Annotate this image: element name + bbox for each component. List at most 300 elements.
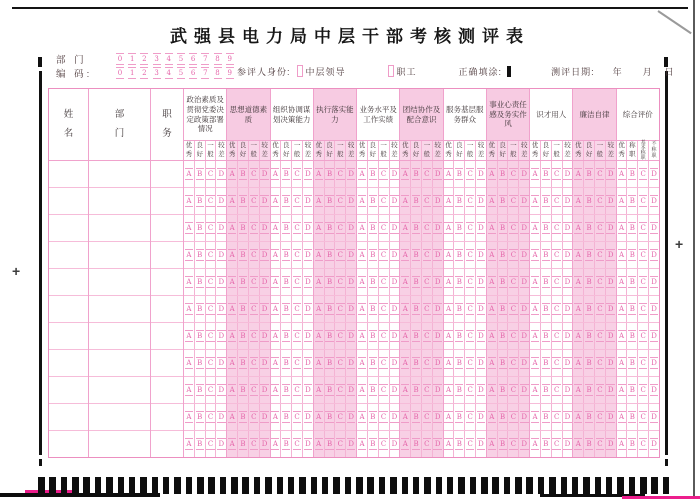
option-bubble-c[interactable]: C: [467, 170, 473, 178]
option-bubble-c[interactable]: C: [510, 197, 517, 205]
option-bubble-a[interactable]: A: [359, 305, 365, 313]
option-bubble-c[interactable]: C: [510, 332, 517, 340]
option-bubble-a[interactable]: A: [532, 170, 538, 178]
option-bubble-b[interactable]: B: [500, 224, 506, 232]
option-bubble-b[interactable]: B: [370, 440, 376, 448]
option-bubble-d[interactable]: D: [434, 224, 441, 232]
option-bubble-c[interactable]: C: [467, 386, 473, 394]
option-bubble-d[interactable]: D: [305, 440, 311, 448]
option-bubble-b[interactable]: B: [543, 251, 549, 259]
option-bubble-d[interactable]: D: [218, 197, 225, 205]
option-bubble-b[interactable]: B: [456, 305, 462, 313]
option-bubble-b[interactable]: B: [370, 224, 376, 232]
option-bubble-b[interactable]: B: [197, 170, 203, 178]
option-bubble-d[interactable]: D: [478, 359, 484, 367]
option-bubble-a[interactable]: A: [532, 251, 538, 259]
option-bubble-a[interactable]: A: [532, 332, 538, 340]
option-bubble-b[interactable]: B: [543, 170, 549, 178]
option-bubble-c[interactable]: C: [294, 224, 300, 232]
option-bubble-c[interactable]: C: [597, 305, 603, 313]
option-bubble-a[interactable]: A: [532, 224, 538, 232]
option-bubble-d[interactable]: D: [348, 440, 354, 448]
option-bubble-c[interactable]: C: [294, 386, 300, 394]
option-bubble-b[interactable]: B: [197, 386, 203, 394]
write-in-cell[interactable]: [151, 161, 183, 188]
option-bubble-b[interactable]: B: [283, 224, 289, 232]
option-bubble-c[interactable]: C: [251, 305, 257, 313]
option-bubble-c[interactable]: C: [597, 332, 603, 340]
option-bubble-d[interactable]: D: [261, 359, 268, 367]
option-bubble-a[interactable]: A: [445, 251, 452, 259]
option-bubble-a[interactable]: A: [575, 197, 581, 205]
option-bubble-d[interactable]: D: [348, 278, 354, 286]
option-bubble-a[interactable]: A: [489, 224, 495, 232]
option-bubble-a[interactable]: A: [402, 440, 408, 448]
option-bubble-d[interactable]: D: [651, 170, 657, 178]
option-bubble-c[interactable]: C: [640, 305, 646, 313]
option-bubble-c[interactable]: C: [294, 305, 300, 313]
option-bubble-c[interactable]: C: [553, 251, 560, 259]
option-bubble-d[interactable]: D: [391, 386, 398, 394]
option-bubble-c[interactable]: C: [207, 278, 214, 286]
option-bubble-a[interactable]: A: [272, 197, 278, 205]
option-bubble-d[interactable]: D: [218, 251, 225, 259]
option-bubble-a[interactable]: A: [359, 332, 365, 340]
write-in-cell[interactable]: [49, 215, 88, 242]
option-bubble-a[interactable]: A: [186, 251, 192, 259]
option-bubble-d[interactable]: D: [434, 278, 441, 286]
option-bubble-a[interactable]: A: [316, 251, 322, 259]
option-bubble-c[interactable]: C: [251, 170, 257, 178]
option-bubble-c[interactable]: C: [380, 278, 387, 286]
option-bubble-d[interactable]: D: [348, 170, 354, 178]
identity-checkbox-staff[interactable]: [388, 65, 394, 77]
digit-bubble-3[interactable]: 3: [154, 54, 159, 63]
option-bubble-c[interactable]: C: [467, 359, 473, 367]
option-bubble-a[interactable]: A: [532, 278, 538, 286]
option-bubble-c[interactable]: C: [424, 224, 430, 232]
digit-bubble-5[interactable]: 5: [178, 54, 184, 63]
option-bubble-c[interactable]: C: [294, 170, 300, 178]
option-bubble-d[interactable]: D: [218, 170, 225, 178]
option-bubble-d[interactable]: D: [607, 224, 614, 232]
option-bubble-c[interactable]: C: [424, 170, 430, 178]
option-bubble-b[interactable]: B: [326, 386, 333, 394]
option-bubble-a[interactable]: A: [186, 440, 192, 448]
option-bubble-c[interactable]: C: [510, 386, 517, 394]
option-bubble-b[interactable]: B: [456, 413, 462, 421]
option-bubble-a[interactable]: A: [402, 224, 408, 232]
option-bubble-b[interactable]: B: [500, 170, 506, 178]
option-bubble-b[interactable]: B: [413, 413, 419, 421]
option-bubble-d[interactable]: D: [564, 386, 571, 394]
option-bubble-c[interactable]: C: [424, 305, 430, 313]
option-bubble-d[interactable]: D: [218, 386, 225, 394]
option-bubble-b[interactable]: B: [629, 251, 635, 259]
option-bubble-d[interactable]: D: [305, 170, 311, 178]
option-bubble-a[interactable]: A: [532, 197, 538, 205]
identity-checkbox-leader[interactable]: [297, 65, 303, 77]
option-bubble-c[interactable]: C: [553, 278, 560, 286]
option-bubble-c[interactable]: C: [597, 413, 603, 421]
option-bubble-c[interactable]: C: [294, 359, 300, 367]
option-bubble-d[interactable]: D: [261, 440, 268, 448]
option-bubble-d[interactable]: D: [607, 386, 614, 394]
option-bubble-c[interactable]: C: [424, 278, 430, 286]
option-bubble-d[interactable]: D: [564, 197, 571, 205]
option-bubble-c[interactable]: C: [251, 332, 257, 340]
option-bubble-d[interactable]: D: [391, 278, 398, 286]
option-bubble-b[interactable]: B: [283, 386, 289, 394]
option-bubble-a[interactable]: A: [316, 197, 322, 205]
option-bubble-b[interactable]: B: [456, 224, 462, 232]
option-bubble-c[interactable]: C: [337, 413, 343, 421]
option-bubble-d[interactable]: D: [564, 170, 571, 178]
option-bubble-d[interactable]: D: [434, 413, 441, 421]
option-bubble-a[interactable]: A: [489, 251, 495, 259]
write-in-cell[interactable]: [151, 269, 183, 296]
option-bubble-b[interactable]: B: [197, 413, 203, 421]
option-bubble-b[interactable]: B: [197, 305, 203, 313]
option-bubble-c[interactable]: C: [337, 332, 343, 340]
option-bubble-d[interactable]: D: [564, 440, 571, 448]
option-bubble-a[interactable]: A: [402, 170, 408, 178]
option-bubble-d[interactable]: D: [478, 332, 484, 340]
option-bubble-b[interactable]: B: [543, 197, 549, 205]
option-bubble-b[interactable]: B: [413, 170, 419, 178]
option-bubble-c[interactable]: C: [380, 224, 387, 232]
option-bubble-b[interactable]: B: [629, 332, 635, 340]
option-bubble-a[interactable]: A: [272, 170, 278, 178]
option-bubble-a[interactable]: A: [402, 305, 408, 313]
write-in-cell[interactable]: [49, 377, 88, 404]
option-bubble-c[interactable]: C: [337, 251, 343, 259]
option-bubble-a[interactable]: A: [186, 170, 192, 178]
option-bubble-d[interactable]: D: [434, 386, 441, 394]
write-in-cell[interactable]: [89, 404, 150, 431]
option-bubble-b[interactable]: B: [629, 386, 635, 394]
option-bubble-d[interactable]: D: [607, 413, 614, 421]
option-bubble-d[interactable]: D: [391, 170, 398, 178]
option-bubble-b[interactable]: B: [283, 413, 289, 421]
option-bubble-b[interactable]: B: [629, 413, 635, 421]
option-bubble-b[interactable]: B: [370, 170, 376, 178]
option-bubble-c[interactable]: C: [424, 251, 430, 259]
option-bubble-d[interactable]: D: [521, 305, 528, 313]
option-bubble-d[interactable]: D: [521, 197, 528, 205]
option-bubble-d[interactable]: D: [391, 413, 398, 421]
option-bubble-b[interactable]: B: [240, 278, 246, 286]
option-bubble-c[interactable]: C: [510, 440, 517, 448]
option-bubble-c[interactable]: C: [337, 386, 343, 394]
option-bubble-c[interactable]: C: [510, 224, 517, 232]
write-in-cell[interactable]: [89, 377, 150, 404]
option-bubble-d[interactable]: D: [218, 332, 225, 340]
option-bubble-d[interactable]: D: [391, 197, 398, 205]
option-bubble-b[interactable]: B: [500, 278, 506, 286]
option-bubble-c[interactable]: C: [467, 332, 473, 340]
option-bubble-b[interactable]: B: [240, 332, 246, 340]
option-bubble-d[interactable]: D: [348, 413, 354, 421]
option-bubble-b[interactable]: B: [543, 386, 549, 394]
option-bubble-d[interactable]: D: [391, 224, 398, 232]
option-bubble-a[interactable]: A: [186, 386, 192, 394]
option-bubble-b[interactable]: B: [326, 413, 333, 421]
option-bubble-c[interactable]: C: [380, 440, 387, 448]
option-bubble-b[interactable]: B: [543, 413, 549, 421]
option-bubble-b[interactable]: B: [500, 413, 506, 421]
write-in-cell[interactable]: [49, 323, 88, 350]
option-bubble-c[interactable]: C: [207, 359, 214, 367]
option-bubble-a[interactable]: A: [489, 197, 495, 205]
option-bubble-c[interactable]: C: [597, 197, 603, 205]
option-bubble-b[interactable]: B: [413, 278, 419, 286]
option-bubble-a[interactable]: A: [272, 305, 278, 313]
option-bubble-a[interactable]: A: [402, 386, 408, 394]
write-in-cell[interactable]: [49, 296, 88, 323]
option-bubble-b[interactable]: B: [586, 251, 592, 259]
option-bubble-a[interactable]: A: [575, 278, 581, 286]
option-bubble-c[interactable]: C: [510, 305, 517, 313]
option-bubble-a[interactable]: A: [402, 278, 408, 286]
option-bubble-b[interactable]: B: [543, 359, 549, 367]
option-bubble-c[interactable]: C: [467, 413, 473, 421]
option-bubble-a[interactable]: A: [272, 224, 278, 232]
option-bubble-b[interactable]: B: [326, 170, 333, 178]
option-bubble-c[interactable]: C: [380, 197, 387, 205]
option-bubble-a[interactable]: A: [445, 386, 452, 394]
option-bubble-b[interactable]: B: [456, 197, 462, 205]
write-in-cell[interactable]: [49, 404, 88, 431]
option-bubble-b[interactable]: B: [456, 251, 462, 259]
option-bubble-c[interactable]: C: [597, 170, 603, 178]
option-bubble-b[interactable]: B: [240, 386, 246, 394]
option-bubble-c[interactable]: C: [294, 440, 300, 448]
option-bubble-c[interactable]: C: [380, 359, 387, 367]
option-bubble-b[interactable]: B: [283, 197, 289, 205]
digit-bubble-2[interactable]: 2: [142, 68, 147, 77]
option-bubble-c[interactable]: C: [251, 224, 257, 232]
option-bubble-b[interactable]: B: [500, 332, 506, 340]
option-bubble-d[interactable]: D: [305, 251, 311, 259]
option-bubble-b[interactable]: B: [326, 251, 333, 259]
option-bubble-a[interactable]: A: [402, 332, 408, 340]
option-bubble-b[interactable]: B: [586, 359, 592, 367]
write-in-cell[interactable]: [89, 431, 150, 457]
digit-bubble-6[interactable]: 6: [190, 54, 196, 63]
option-bubble-a[interactable]: A: [229, 224, 235, 232]
option-bubble-c[interactable]: C: [337, 224, 343, 232]
option-bubble-a[interactable]: A: [186, 305, 192, 313]
option-bubble-d[interactable]: D: [434, 170, 441, 178]
option-bubble-d[interactable]: D: [261, 278, 268, 286]
option-bubble-c[interactable]: C: [380, 386, 387, 394]
option-bubble-b[interactable]: B: [326, 332, 333, 340]
option-bubble-c[interactable]: C: [640, 332, 646, 340]
option-bubble-d[interactable]: D: [261, 305, 268, 313]
option-bubble-d[interactable]: D: [218, 359, 225, 367]
option-bubble-d[interactable]: D: [434, 197, 441, 205]
option-bubble-b[interactable]: B: [456, 386, 462, 394]
option-bubble-a[interactable]: A: [575, 413, 581, 421]
option-bubble-a[interactable]: A: [445, 413, 452, 421]
option-bubble-c[interactable]: C: [251, 440, 257, 448]
option-bubble-d[interactable]: D: [651, 305, 657, 313]
option-bubble-d[interactable]: D: [305, 332, 311, 340]
option-bubble-d[interactable]: D: [607, 305, 614, 313]
option-bubble-d[interactable]: D: [305, 359, 311, 367]
option-bubble-a[interactable]: A: [359, 386, 365, 394]
option-bubble-c[interactable]: C: [640, 278, 646, 286]
option-bubble-a[interactable]: A: [489, 359, 495, 367]
option-bubble-c[interactable]: C: [510, 170, 517, 178]
option-bubble-d[interactable]: D: [478, 197, 484, 205]
option-bubble-d[interactable]: D: [261, 413, 268, 421]
option-bubble-a[interactable]: A: [489, 305, 495, 313]
option-bubble-d[interactable]: D: [478, 386, 484, 394]
option-bubble-b[interactable]: B: [586, 413, 592, 421]
option-bubble-d[interactable]: D: [478, 440, 484, 448]
option-bubble-b[interactable]: B: [586, 386, 592, 394]
option-bubble-b[interactable]: B: [370, 278, 376, 286]
option-bubble-d[interactable]: D: [434, 359, 441, 367]
option-bubble-c[interactable]: C: [467, 305, 473, 313]
option-bubble-b[interactable]: B: [586, 278, 592, 286]
option-bubble-a[interactable]: A: [619, 332, 625, 340]
option-bubble-d[interactable]: D: [521, 440, 528, 448]
digit-bubble-7[interactable]: 7: [203, 68, 208, 77]
option-bubble-b[interactable]: B: [240, 170, 246, 178]
option-bubble-a[interactable]: A: [359, 359, 365, 367]
option-bubble-c[interactable]: C: [553, 440, 560, 448]
option-bubble-c[interactable]: C: [467, 278, 473, 286]
write-in-cell[interactable]: [151, 431, 183, 457]
option-bubble-b[interactable]: B: [326, 305, 333, 313]
option-bubble-a[interactable]: A: [272, 359, 278, 367]
option-bubble-b[interactable]: B: [283, 170, 289, 178]
option-bubble-a[interactable]: A: [489, 170, 495, 178]
option-bubble-b[interactable]: B: [456, 278, 462, 286]
option-bubble-a[interactable]: A: [532, 305, 538, 313]
option-bubble-d[interactable]: D: [434, 251, 441, 259]
option-bubble-c[interactable]: C: [207, 197, 214, 205]
option-bubble-c[interactable]: C: [640, 413, 646, 421]
option-bubble-a[interactable]: A: [445, 359, 452, 367]
option-bubble-d[interactable]: D: [261, 386, 268, 394]
option-bubble-b[interactable]: B: [240, 413, 246, 421]
option-bubble-d[interactable]: D: [391, 359, 398, 367]
option-bubble-c[interactable]: C: [424, 386, 430, 394]
write-in-cell[interactable]: [89, 323, 150, 350]
write-in-cell[interactable]: [89, 269, 150, 296]
option-bubble-a[interactable]: A: [445, 332, 452, 340]
option-bubble-a[interactable]: A: [575, 332, 581, 340]
option-bubble-a[interactable]: A: [619, 251, 625, 259]
option-bubble-a[interactable]: A: [272, 386, 278, 394]
digit-bubble-6[interactable]: 6: [190, 68, 196, 77]
option-bubble-b[interactable]: B: [629, 305, 635, 313]
write-in-cell[interactable]: [49, 188, 88, 215]
option-bubble-a[interactable]: A: [575, 440, 581, 448]
option-bubble-c[interactable]: C: [380, 332, 387, 340]
option-bubble-d[interactable]: D: [564, 413, 571, 421]
option-bubble-b[interactable]: B: [197, 251, 203, 259]
option-bubble-c[interactable]: C: [597, 386, 603, 394]
option-bubble-d[interactable]: D: [607, 197, 614, 205]
option-bubble-d[interactable]: D: [651, 413, 657, 421]
option-bubble-b[interactable]: B: [197, 440, 203, 448]
write-in-cell[interactable]: [151, 215, 183, 242]
option-bubble-d[interactable]: D: [564, 359, 571, 367]
option-bubble-c[interactable]: C: [207, 305, 214, 313]
option-bubble-b[interactable]: B: [586, 170, 592, 178]
option-bubble-b[interactable]: B: [413, 386, 419, 394]
option-bubble-c[interactable]: C: [294, 332, 300, 340]
option-bubble-d[interactable]: D: [607, 278, 614, 286]
option-bubble-b[interactable]: B: [283, 440, 289, 448]
option-bubble-a[interactable]: A: [272, 251, 278, 259]
option-bubble-d[interactable]: D: [305, 224, 311, 232]
option-bubble-b[interactable]: B: [370, 413, 376, 421]
option-bubble-a[interactable]: A: [359, 251, 365, 259]
option-bubble-d[interactable]: D: [521, 224, 528, 232]
option-bubble-a[interactable]: A: [575, 251, 581, 259]
option-bubble-d[interactable]: D: [434, 305, 441, 313]
option-bubble-a[interactable]: A: [229, 197, 235, 205]
option-bubble-b[interactable]: B: [629, 359, 635, 367]
option-bubble-d[interactable]: D: [651, 386, 657, 394]
option-bubble-c[interactable]: C: [424, 413, 430, 421]
option-bubble-a[interactable]: A: [359, 197, 365, 205]
option-bubble-b[interactable]: B: [629, 440, 635, 448]
option-bubble-d[interactable]: D: [478, 170, 484, 178]
option-bubble-b[interactable]: B: [413, 251, 419, 259]
option-bubble-c[interactable]: C: [337, 440, 343, 448]
option-bubble-a[interactable]: A: [532, 413, 538, 421]
option-bubble-d[interactable]: D: [478, 278, 484, 286]
option-bubble-b[interactable]: B: [283, 332, 289, 340]
option-bubble-c[interactable]: C: [597, 251, 603, 259]
option-bubble-c[interactable]: C: [553, 305, 560, 313]
option-bubble-c[interactable]: C: [207, 170, 214, 178]
option-bubble-d[interactable]: D: [348, 197, 354, 205]
option-bubble-a[interactable]: A: [489, 278, 495, 286]
option-bubble-d[interactable]: D: [564, 332, 571, 340]
write-in-cell[interactable]: [89, 188, 150, 215]
option-bubble-b[interactable]: B: [197, 224, 203, 232]
option-bubble-c[interactable]: C: [294, 251, 300, 259]
option-bubble-a[interactable]: A: [186, 413, 192, 421]
option-bubble-a[interactable]: A: [316, 440, 322, 448]
option-bubble-c[interactable]: C: [251, 386, 257, 394]
digit-bubble-3[interactable]: 3: [154, 68, 159, 77]
option-bubble-a[interactable]: A: [619, 197, 625, 205]
option-bubble-a[interactable]: A: [532, 359, 538, 367]
option-bubble-a[interactable]: A: [359, 170, 365, 178]
option-bubble-d[interactable]: D: [478, 224, 484, 232]
option-bubble-b[interactable]: B: [500, 251, 506, 259]
option-bubble-a[interactable]: A: [229, 251, 235, 259]
option-bubble-d[interactable]: D: [564, 278, 571, 286]
option-bubble-d[interactable]: D: [218, 413, 225, 421]
option-bubble-d[interactable]: D: [305, 386, 311, 394]
option-bubble-c[interactable]: C: [337, 305, 343, 313]
option-bubble-d[interactable]: D: [651, 440, 657, 448]
option-bubble-c[interactable]: C: [597, 359, 603, 367]
option-bubble-c[interactable]: C: [380, 305, 387, 313]
option-bubble-d[interactable]: D: [348, 224, 354, 232]
option-bubble-a[interactable]: A: [272, 332, 278, 340]
